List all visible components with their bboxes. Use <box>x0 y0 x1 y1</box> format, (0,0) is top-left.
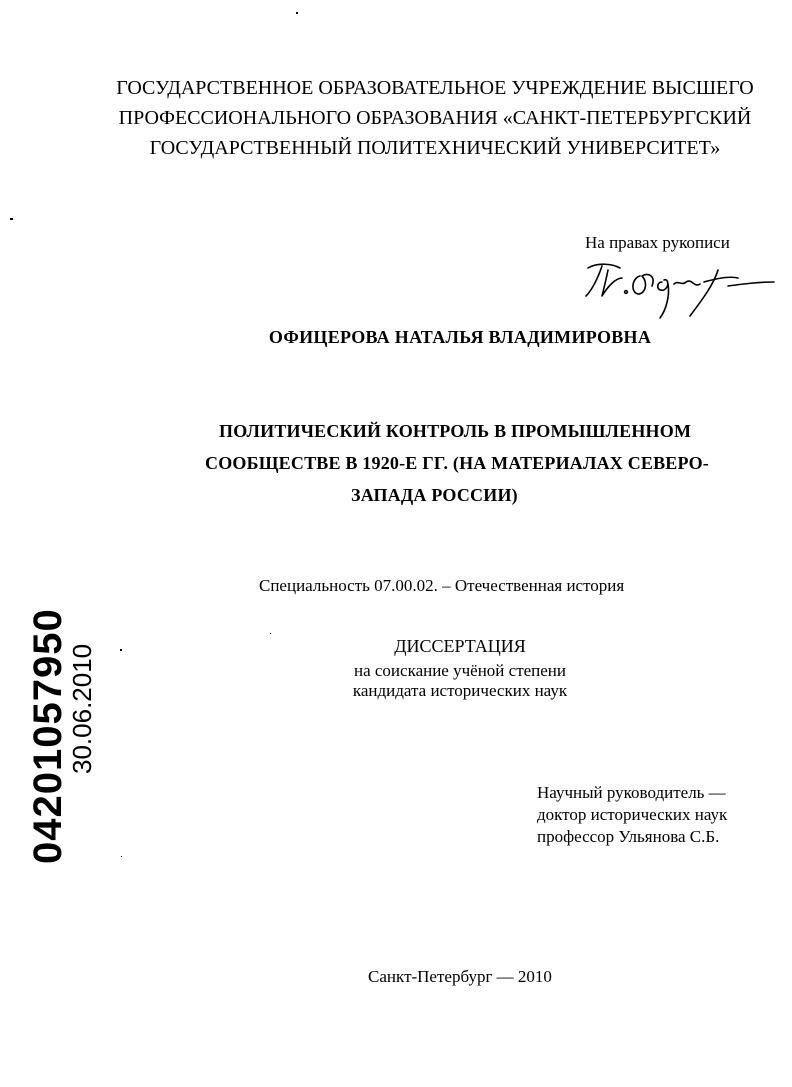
scan-speck <box>120 649 122 651</box>
title-line-3: ЗАПАДА РОССИИ) <box>351 485 518 505</box>
scan-speck <box>270 633 271 634</box>
specialty: Специальность 07.00.02. – Отечественная история <box>259 576 625 595</box>
supervisor-line-2: доктор исторических наук <box>537 805 728 824</box>
scan-speck <box>121 856 122 857</box>
supervisor-line-3: профессор Ульянова С.Б. <box>537 827 720 846</box>
institution-line-1: ГОСУДАРСТВЕННОЕ ОБРАЗОВАТЕЛЬНОЕ УЧРЕЖДЕНИЕ ВЫСШЕГО <box>116 77 754 99</box>
dissertation-line-1: на соискание учёной степени <box>353 661 567 680</box>
dissertation-line-2: кандидата исторических наук <box>352 681 568 700</box>
manuscript-note: На правах рукописи <box>585 233 730 252</box>
scan-speck <box>10 218 13 220</box>
title-line-2: СООБЩЕСТВЕ В 1920-Е ГГ. (НА МАТЕРИАЛАХ СЕВЕРО- <box>205 453 709 473</box>
scan-speck <box>296 12 298 14</box>
title-line-1: ПОЛИТИЧЕСКИЙ КОНТРОЛЬ В ПРОМЫШЛЕННОМ <box>219 421 692 441</box>
author-name: ОФИЦЕРОВА НАТАЛЬЯ ВЛАДИМИРОВНА <box>268 327 652 347</box>
institution-line-2: ПРОФЕССИОНАЛЬНОГО ОБРАЗОВАНИЯ «САНКТ-ПЕТЕРБУРГСКИЙ <box>118 107 752 129</box>
city-year: Санкт-Петербург — 2010 <box>368 967 552 986</box>
library-stamp <box>28 608 96 864</box>
supervisor-line-1: Научный руководитель — <box>537 783 726 802</box>
institution-line-3: ГОСУДАРСТВЕННЫЙ ПОЛИТЕХНИЧЕСКИЙ УНИВЕРСИТЕТ» <box>149 137 721 159</box>
stamp-date: 30.06.2010 <box>67 643 97 774</box>
dissertation-heading: ДИССЕРТАЦИЯ <box>394 636 526 656</box>
barcode-number: 04201057950 <box>26 608 70 864</box>
signature <box>578 256 778 326</box>
